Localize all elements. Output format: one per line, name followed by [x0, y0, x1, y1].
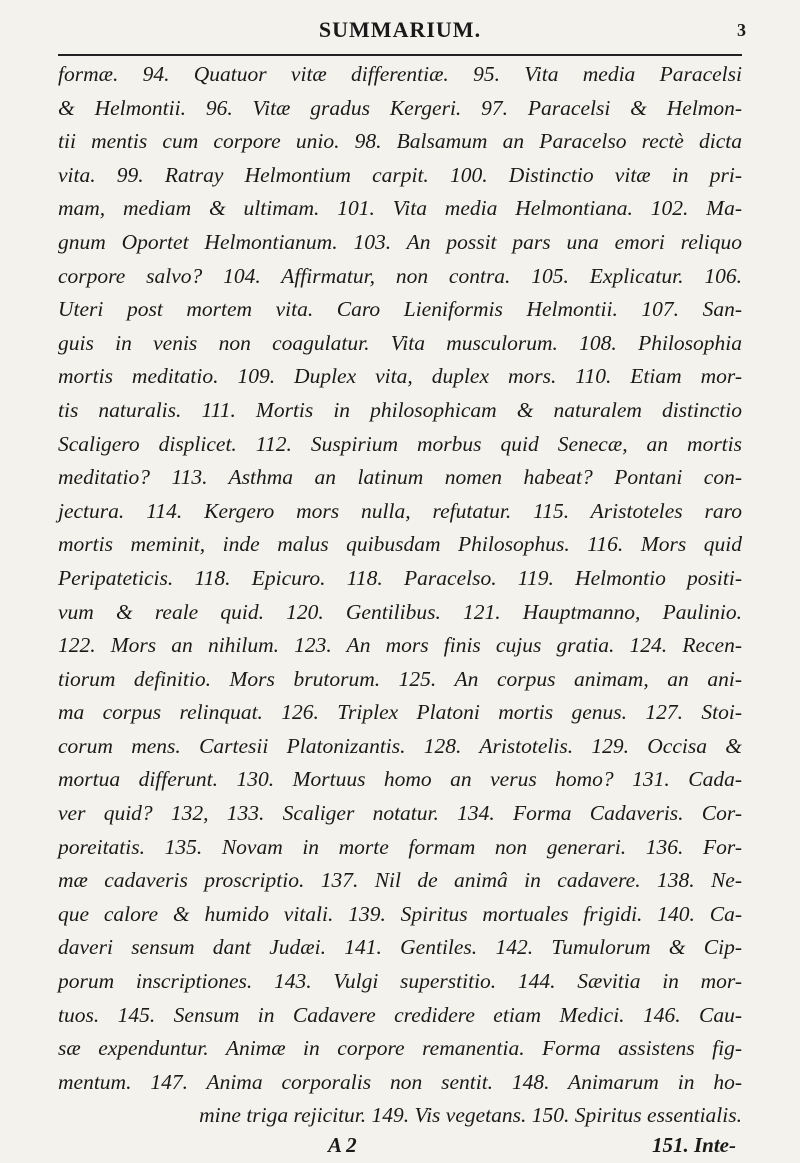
text-line: meditatio? 113. Asthma an latinum nomen habeat? Pontani con-: [58, 465, 742, 490]
page-footer: [58, 1133, 742, 1163]
text-line: daveri sensum dant Judæi. 141. Gentiles. 142. Tumulorum & Cip-: [58, 935, 742, 960]
text-line: corum mens. Cartesii Platonizantis. 128. Aristotelis. 129. Occisa &: [58, 733, 742, 758]
text-line: tis naturalis. 111. Mortis in philosophicam & naturalem distinctio: [58, 397, 742, 422]
text-line: poreitatis. 135. Novam in morte formam non generari. 136. For-: [58, 834, 742, 859]
text-line: ver quid? 132, 133. Scaliger notatur. 134. Forma Cadaveris. Cor-: [58, 801, 742, 826]
text-line: mortis meminit, inde malus quibusdam Philosophus. 116. Mors quid: [58, 532, 742, 557]
text-line: tii mentis cum corpore unio. 98. Balsamum an Paracelso rectè dicta: [58, 129, 742, 154]
text-line: sæ expenduntur. Animæ in corpore remanentia. Forma assistens fig-: [58, 1036, 742, 1061]
text-line: tiorum definitio. Mors brutorum. 125. An corpus animam, an ani-: [58, 666, 742, 691]
text-line: mortua differunt. 130. Mortuus homo an verus homo? 131. Cada-: [58, 767, 742, 792]
text-line: 122. Mors an nihilum. 123. An mors finis cujus gratia. 124. Recen-: [58, 633, 742, 658]
summary-text: [58, 58, 742, 1133]
page-header: [58, 0, 746, 56]
text-line: mentum. 147. Anima corporalis non sentit. 148. Animarum in ho-: [58, 1069, 742, 1094]
text-line: Peripateticis. 118. Epicuro. 118. Paracelso. 119. Helmontio positi-: [58, 565, 742, 590]
text-line: ma corpus relinquat. 126. Triplex Platoni mortis genus. 127. Stoi-: [58, 700, 742, 725]
text-line: jectura. 114. Kergero mors nulla, refutatur. 115. Aristoteles raro: [58, 498, 742, 523]
text-line: Scaligero displicet. 112. Suspirium morbus quid Senecæ, an mortis: [58, 431, 742, 456]
catchword: 151. Inte-: [652, 1133, 736, 1157]
header-rule: [58, 54, 742, 56]
page-number: 3: [737, 20, 746, 40]
text-line: vum & reale quid. 120. Gentilibus. 121. Hauptmanno, Paulinio.: [58, 599, 742, 624]
signature-mark: A 2: [328, 1133, 357, 1157]
running-title: SUMMARIUM.: [318, 17, 482, 42]
text-line: porum inscriptiones. 143. Vulgi superstitio. 144. Sævitia in mor-: [58, 969, 742, 994]
text-line: guis in venis non coagulatur. Vita musculorum. 108. Philosophia: [58, 330, 742, 355]
text-line: corpore salvo? 104. Affirmatur, non contra. 105. Explicatur. 106.: [58, 263, 742, 288]
text-line: tuos. 145. Sensum in Cadavere credidere etiam Medici. 146. Cau-: [58, 1002, 742, 1027]
text-line: vita. 99. Ratray Helmontium carpit. 100. Distinctio vitæ in pri-: [58, 162, 742, 187]
text-line: mortis meditatio. 109. Duplex vita, duplex mors. 110. Etiam mor-: [58, 364, 742, 389]
text-line: Uteri post mortem vita. Caro Lieniformis Helmontii. 107. San-: [58, 297, 742, 322]
text-line: gnum Oportet Helmontianum. 103. An possit pars una emori reliquo: [58, 229, 742, 254]
text-line: que calore & humido vitali. 139. Spiritus mortuales frigidi. 140. Ca-: [58, 901, 742, 926]
text-line: mæ cadaveris proscriptio. 137. Nil de animâ in cadavere. 138. Ne-: [58, 868, 742, 893]
text-line: & Helmontii. 96. Vitæ gradus Kergeri. 97. Paracelsi & Helmon-: [58, 95, 742, 120]
text-line: mine triga rejicitur. 149. Vis vegetans. 150. Spiritus essentialis.: [199, 1103, 742, 1128]
text-line: mam, mediam & ultimam. 101. Vita media Helmontiana. 102. Ma-: [58, 196, 742, 221]
text-line: formæ. 94. Quatuor vitæ differentiæ. 95. Vita media Paracelsi: [58, 62, 742, 86]
